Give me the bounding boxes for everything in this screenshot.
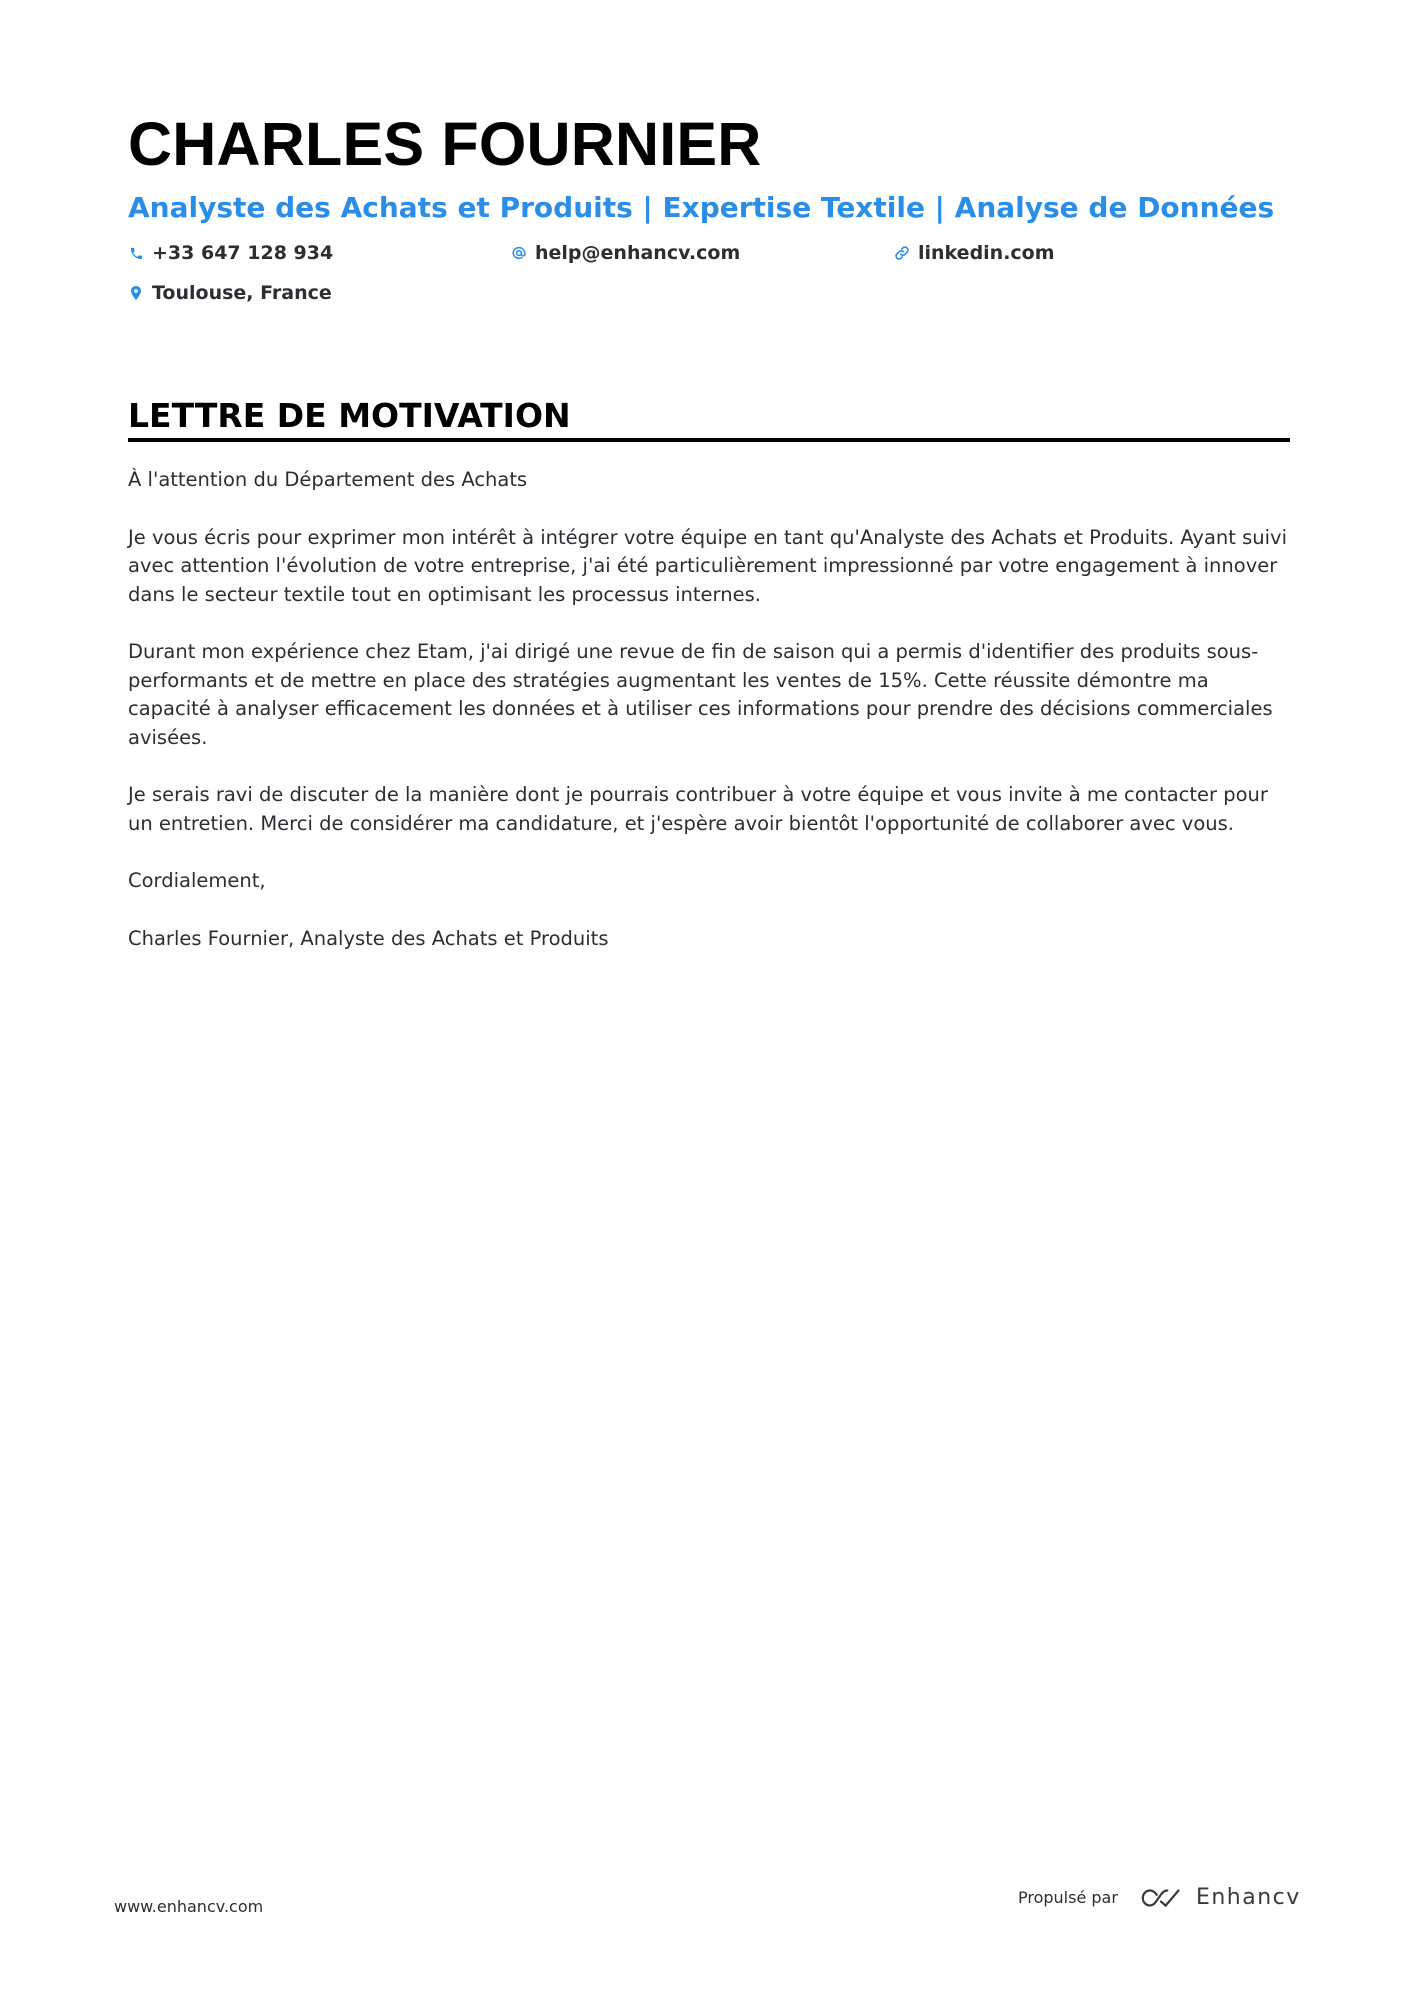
candidate-name: CHARLES FOURNIER	[128, 110, 762, 178]
section-divider	[128, 438, 1290, 442]
section-title: LETTRE DE MOTIVATION	[128, 396, 571, 435]
letter-paragraph-3: Je serais ravi de discuter de la manière dont je pourrais contribuer à votre équipe et vous invite à me contacter pour un entretien. Merci de considérer ma candidature, et j'espère avoir bientôt l'opportunité de collaborer avec vous.	[128, 783, 1268, 835]
contact-phone	[128, 240, 333, 266]
footer-website[interactable]: www.enhancv.com	[114, 1897, 264, 1916]
letter-paragraph-1: Je vous écris pour exprimer mon intérêt à intégrer votre équipe en tant qu'Analyste des Achats et Produits. Ayant suivi avec attention l'évolution de votre entreprise, j'ai été particulièrement impressionné par votre engagement à innover dans le secteur textile tout en optimisant les processus internes.	[128, 525, 1288, 606]
candidate-title: Analyste des Achats et Produits | Expertise Textile | Analyse de Données	[128, 191, 1275, 224]
contact-info	[128, 240, 1288, 314]
location-pin-icon	[128, 285, 144, 301]
contact-link[interactable]	[894, 240, 1055, 266]
enhancv-logo-icon	[1138, 1885, 1184, 1911]
phone-text: +33 647 128 934	[152, 242, 334, 264]
letter-body	[128, 466, 1290, 953]
letter-signature: Charles Fournier, Analyste des Achats et Produits	[128, 926, 609, 950]
link-icon	[894, 245, 910, 261]
email-text[interactable]: help@enhancv.com	[535, 242, 741, 264]
brand-name: Enhancv	[1195, 1885, 1301, 1910]
letter-paragraph-2: Durant mon expérience chez Etam, j'ai dirigé une revue de fin de saison qui a permis d'identifier des produits sous-performants et de mettre en place des stratégies augmentant les ventes de 15%. Cette réussite démontre ma capacité à analyser efficacement les données et à utiliser ces informations pour prendre des décisions commerciales avisées.	[128, 640, 1273, 749]
contact-email[interactable]	[511, 240, 740, 266]
letter-salutation: À l'attention du Département des Achats	[128, 468, 528, 491]
link-text[interactable]: linkedin.com	[918, 242, 1055, 264]
powered-by-label: Propulsé par	[1018, 1888, 1118, 1907]
phone-icon	[128, 245, 144, 261]
location-text: Toulouse, France	[152, 282, 332, 304]
contact-location	[128, 280, 332, 306]
cover-letter-section	[128, 396, 1290, 982]
at-icon	[511, 245, 527, 261]
header	[128, 108, 1288, 314]
letter-closing: Cordialement,	[128, 869, 266, 892]
footer-branding	[1018, 1884, 1301, 1912]
